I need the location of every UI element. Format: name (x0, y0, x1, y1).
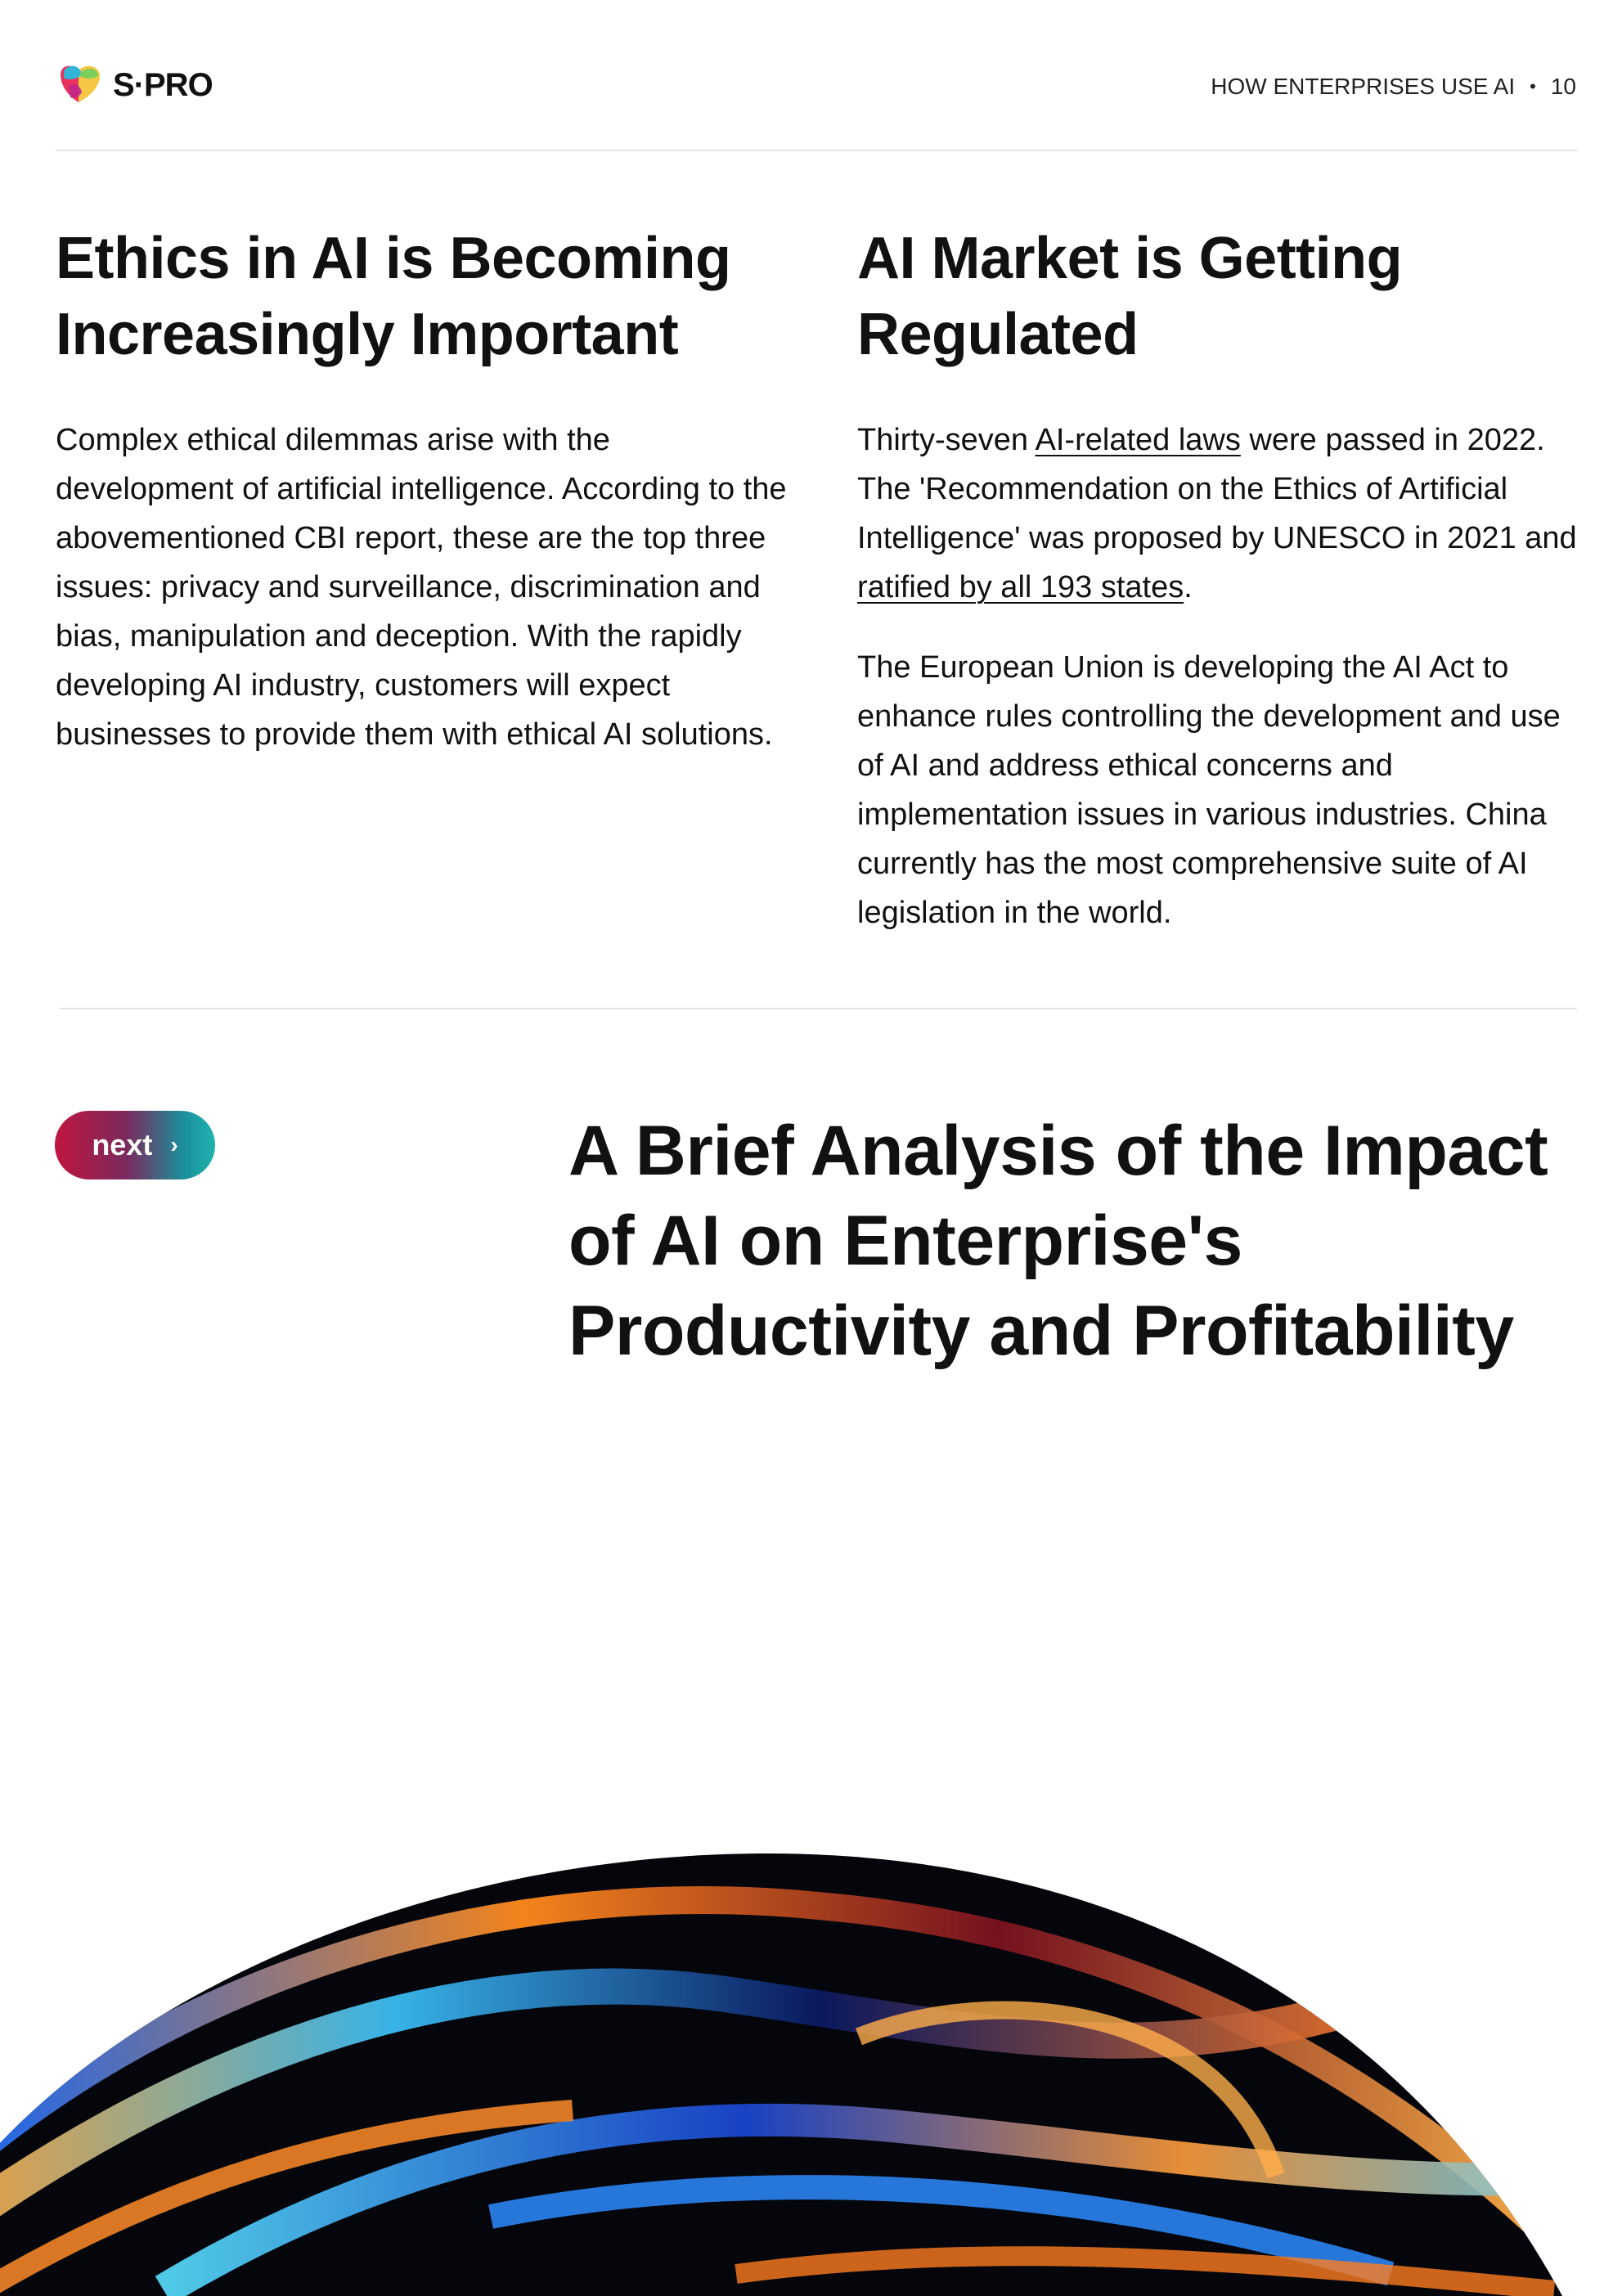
next-section-title: A Brief Analysis of the Impact of AI on Enterprise's Productivity and Profitability (568, 1112, 1548, 1370)
text-span: . (1184, 570, 1193, 604)
regulation-heading: AI Market is Getting Regulated (857, 226, 1403, 367)
ratified-states-link[interactable]: ratified by all 193 states (857, 570, 1184, 604)
ethics-column (56, 221, 792, 790)
heart-logo-icon (56, 60, 106, 110)
header-divider (56, 150, 1577, 151)
ethics-paragraph: Complex ethical dilemmas arise with the development of artificial intelligence. According to the abovementioned CBI report, these are the top three issues: privacy and surveillance, discrimination and bias, manipulation and deception. With the rapidly developing AI industry, customers will expect businesses to provide them with ethical AI solutions. (56, 423, 787, 752)
brand-logo[interactable] (56, 59, 213, 111)
page-header (0, 0, 1622, 151)
text-span: Thirty-seven (857, 423, 1029, 457)
regulation-paragraph-2: The European Union is developing the AI Act to enhance rules controlling the development and use of AI and address ethical concerns and implementation issues in various industries. China currently has the most comprehensive suite of AI legislation in the world. (857, 650, 1561, 930)
next-button[interactable] (55, 1111, 215, 1179)
section-label: HOW ENTERPRISES USE AI (1211, 74, 1516, 99)
page-number: 10 (1550, 74, 1576, 99)
text-span: were passed in 2022. The 'Recommendation on the Ethics of Artificial Intelligence' was proposed by UNESCO in 2021 and (857, 423, 1577, 555)
ethics-heading: Ethics in AI is Becoming Increasingly Important (56, 226, 731, 367)
iridescent-sphere-image (0, 1832, 1622, 2296)
brand-name: S·PRO (113, 66, 213, 103)
running-header (1211, 74, 1576, 100)
ai-related-laws-link[interactable]: AI-related laws (1035, 423, 1241, 457)
chevron-right-icon: › (170, 1132, 178, 1157)
regulation-column (857, 221, 1577, 968)
section-divider (59, 1008, 1577, 1009)
next-button-label: next (92, 1128, 153, 1161)
separator-dot: • (1530, 76, 1536, 97)
regulation-paragraph-1 (857, 416, 1577, 612)
